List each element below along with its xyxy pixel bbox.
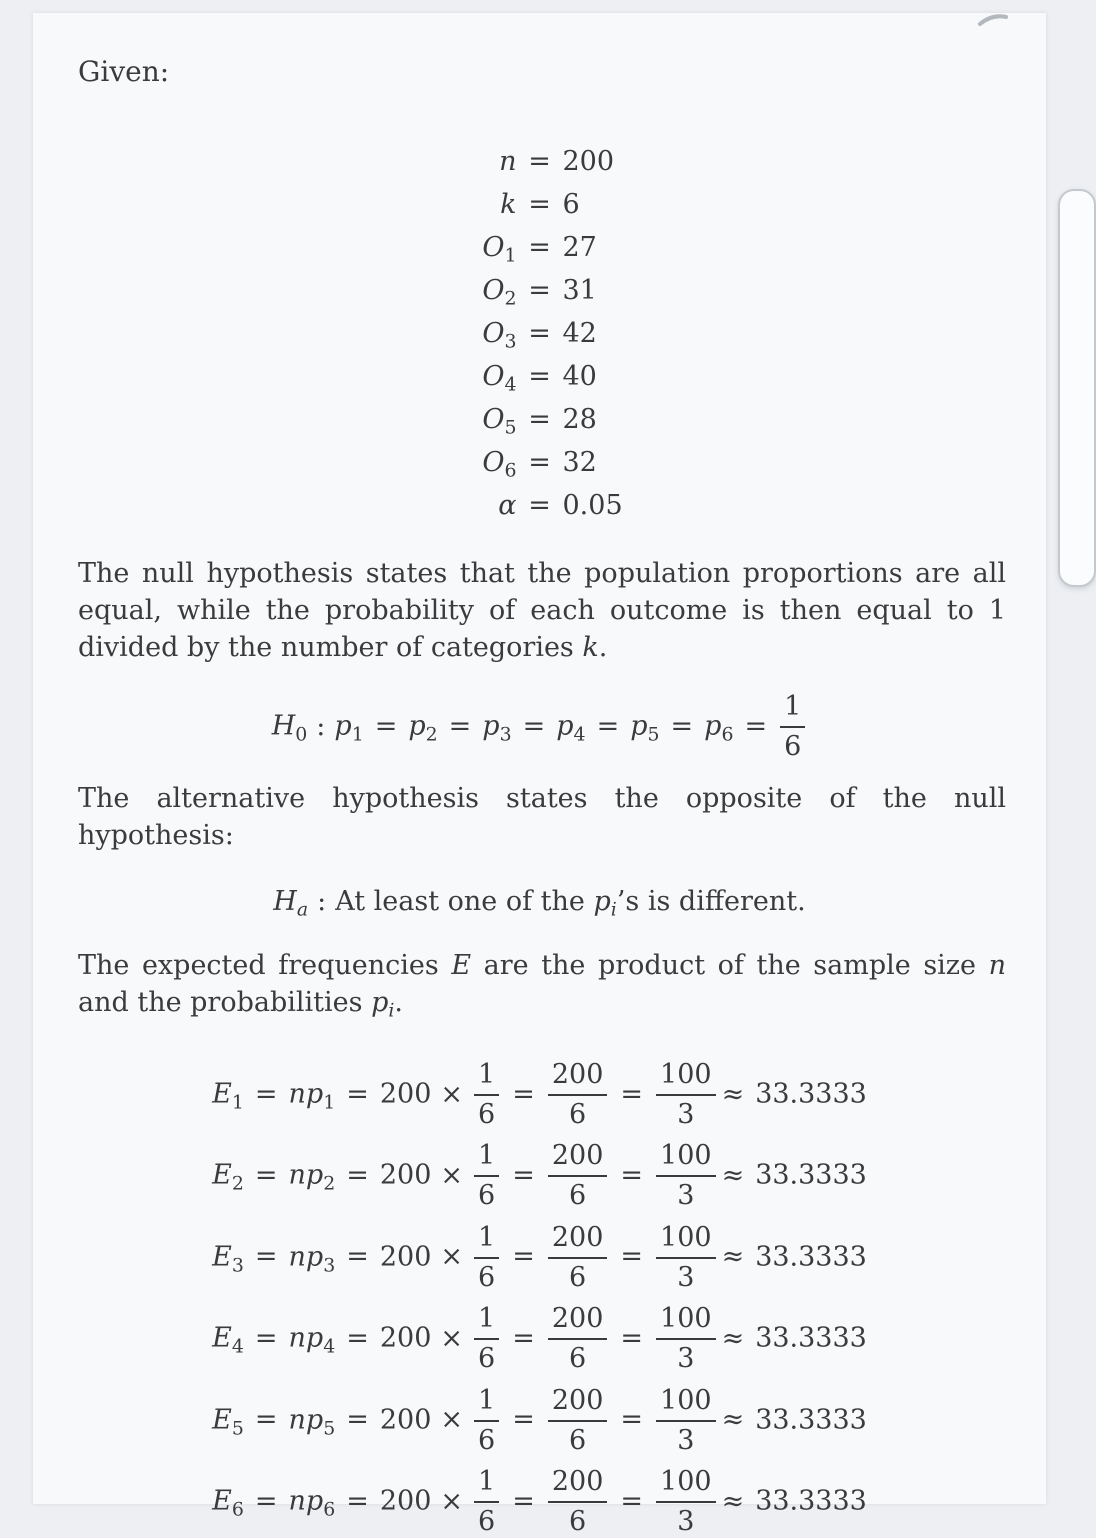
- equation-value: 40: [562, 361, 597, 392]
- E-subscript: 1: [231, 1091, 244, 1114]
- np-term: np: [288, 1078, 324, 1110]
- variable-subscript: 1: [504, 244, 517, 267]
- np-subscript: 1: [323, 1091, 336, 1114]
- fraction-100-over-3: [656, 1467, 716, 1537]
- equals-sign: =: [346, 1485, 369, 1517]
- approx-sign: ≈: [721, 1159, 745, 1191]
- expected-frequency-row: [33, 1060, 1046, 1130]
- expected-frequency-equations: [33, 1060, 1046, 1538]
- equals-sign: =: [522, 710, 546, 742]
- equals-sign: =: [620, 1241, 644, 1273]
- inline-math-p-sub: i: [388, 999, 395, 1022]
- equals-sign: =: [670, 710, 694, 742]
- equals-sign: =: [528, 404, 551, 435]
- np-term: np: [288, 1159, 324, 1191]
- equation-value: 200: [562, 146, 615, 177]
- equals-sign: =: [346, 1159, 369, 1191]
- sample-size-value: 200: [379, 1159, 432, 1191]
- p-variable: p: [408, 710, 426, 742]
- equals-sign: =: [512, 1078, 535, 1110]
- equals-sign: =: [254, 1485, 278, 1517]
- fraction-one-sixth: [474, 1141, 499, 1211]
- np-term: np: [288, 1322, 324, 1354]
- fraction-denominator: 6: [478, 1261, 496, 1293]
- approx-sign: ≈: [721, 1241, 745, 1273]
- fraction-numerator: 1: [478, 1303, 496, 1335]
- variable-subscript: 3: [504, 330, 517, 353]
- fraction-numerator: 200: [551, 1303, 604, 1335]
- equals-sign: =: [528, 447, 551, 478]
- E-subscript: 4: [231, 1335, 244, 1358]
- given-equation-row: [33, 232, 1046, 275]
- fraction-numerator: 200: [551, 1221, 604, 1253]
- fraction-numerator: 100: [660, 1303, 712, 1335]
- fraction-numerator: 100: [660, 1384, 712, 1416]
- math-variable: α: [498, 490, 517, 521]
- equation-lhs: [387, 447, 517, 482]
- inline-math-p: p: [371, 987, 389, 1019]
- result-value: 33.3333: [755, 1159, 867, 1191]
- fraction-denominator: 3: [677, 1343, 695, 1375]
- multiplication-sign: ×: [440, 1159, 464, 1191]
- np-subscript: 3: [323, 1254, 336, 1277]
- np-subscript: 2: [323, 1172, 336, 1195]
- math-variable: k: [500, 189, 517, 220]
- p-subscript: 6: [721, 723, 734, 746]
- expected-frequency-row: [33, 1304, 1046, 1374]
- equation-value: 0.05: [562, 490, 623, 521]
- fraction-200-over-6: [548, 1467, 608, 1537]
- math-variable: O: [482, 404, 505, 435]
- equation-lhs: [387, 361, 517, 396]
- fraction-numerator: 200: [551, 1058, 604, 1090]
- equals-sign: =: [254, 1159, 278, 1191]
- expected-frequency-row: [33, 1141, 1046, 1211]
- equals-sign: =: [346, 1241, 369, 1273]
- equals-sign: =: [346, 1078, 369, 1110]
- paragraph-text: and the probabilities: [78, 987, 372, 1019]
- E-subscript: 5: [231, 1417, 244, 1440]
- equation-lhs: [387, 189, 517, 224]
- approx-sign: ≈: [721, 1322, 745, 1354]
- ha-text: At least one of the: [335, 886, 594, 918]
- equals-sign: =: [512, 1404, 535, 1436]
- equals-sign: =: [512, 1485, 535, 1517]
- equals-sign: =: [620, 1159, 644, 1191]
- equals-sign: =: [528, 189, 551, 220]
- p-subscript: 4: [573, 723, 586, 746]
- equals-sign: =: [620, 1322, 644, 1354]
- given-heading: Given:: [78, 55, 170, 88]
- equation-value: 27: [562, 232, 597, 263]
- result-value: 33.3333: [755, 1078, 867, 1110]
- equation-value: 42: [562, 318, 597, 349]
- given-equation-row: [33, 490, 1046, 533]
- equals-sign: =: [254, 1078, 278, 1110]
- p-variable: p: [482, 710, 500, 742]
- expected-frequency-row: [33, 1467, 1046, 1537]
- fraction-one-sixth: [474, 1386, 499, 1456]
- math-variable: O: [482, 232, 505, 263]
- equals-sign: =: [528, 232, 551, 263]
- equals-sign: =: [374, 710, 398, 742]
- given-equation-row: [33, 318, 1046, 361]
- sample-size-value: 200: [379, 1078, 432, 1110]
- equals-sign: =: [620, 1485, 644, 1517]
- expected-frequencies-paragraph: [78, 947, 1006, 1030]
- expected-frequency-row: [33, 1223, 1046, 1293]
- inline-math-k: k: [582, 632, 599, 663]
- given-equations-block: [33, 146, 1046, 533]
- np-term: np: [288, 1485, 324, 1517]
- h0-symbol: H: [271, 710, 296, 742]
- fraction-numerator: 1: [478, 1384, 496, 1416]
- approx-sign: ≈: [721, 1078, 745, 1110]
- fraction-100-over-3: [656, 1060, 716, 1130]
- fraction-numerator: 200: [551, 1140, 604, 1172]
- fraction-200-over-6: [548, 1060, 608, 1130]
- equals-sign: =: [512, 1241, 535, 1273]
- p-variable: p: [334, 710, 352, 742]
- equation-lhs: [387, 404, 517, 439]
- np-term: np: [288, 1404, 324, 1436]
- sample-size-value: 200: [379, 1241, 432, 1273]
- variable-subscript: 4: [504, 373, 517, 396]
- paragraph-text-end: .: [394, 987, 404, 1019]
- E-variable: E: [212, 1241, 232, 1273]
- alternative-hypothesis-statement: [33, 886, 1046, 921]
- p-subscript: 1: [351, 723, 364, 746]
- sample-size-value: 200: [379, 1404, 432, 1436]
- inline-math-E: E: [451, 950, 472, 982]
- E-variable: E: [212, 1322, 232, 1354]
- equation-value: 31: [562, 275, 597, 306]
- null-hypothesis-equation: [33, 692, 1046, 762]
- equation-lhs: [387, 275, 517, 310]
- fraction-denominator: 6: [784, 731, 802, 763]
- fraction-numerator: 100: [660, 1221, 712, 1253]
- np-subscript: 5: [323, 1417, 336, 1440]
- fraction-numerator: 100: [660, 1466, 712, 1498]
- colon: :: [316, 710, 326, 742]
- ha-symbol: H: [273, 886, 297, 918]
- paragraph-text-end: .: [598, 632, 608, 663]
- equation-value: 6: [562, 189, 580, 220]
- fraction-denominator: 6: [569, 1343, 587, 1375]
- equals-sign: =: [528, 146, 551, 177]
- equation-lhs: [387, 146, 517, 181]
- equals-sign: =: [744, 710, 768, 742]
- partial-curved-arrow-icon: [976, 8, 1010, 28]
- E-variable: E: [212, 1404, 232, 1436]
- math-variable: O: [482, 447, 505, 478]
- equation-value: 28: [562, 404, 597, 435]
- fraction-denominator: 6: [478, 1343, 496, 1375]
- paragraph-text: are the product of the sample size: [471, 950, 989, 982]
- equals-sign: =: [528, 275, 551, 306]
- fraction-numerator: 1: [478, 1140, 496, 1172]
- fraction-numerator: 1: [478, 1466, 496, 1498]
- fraction-denominator: 3: [677, 1506, 695, 1538]
- p-variable: p: [556, 710, 574, 742]
- fraction-100-over-3: [656, 1223, 716, 1293]
- equals-sign: =: [254, 1241, 278, 1273]
- fraction-numerator: 100: [660, 1140, 712, 1172]
- fraction-numerator: 100: [660, 1058, 712, 1090]
- fraction-denominator: 6: [569, 1424, 587, 1456]
- fraction-numerator: 200: [551, 1466, 604, 1498]
- equals-sign: =: [346, 1404, 369, 1436]
- sample-size-value: 200: [379, 1485, 432, 1517]
- paragraph-text: The expected frequencies: [78, 950, 452, 982]
- p-variable: p: [630, 710, 648, 742]
- result-value: 33.3333: [755, 1241, 867, 1273]
- E-subscript: 3: [231, 1254, 244, 1277]
- equals-sign: =: [620, 1404, 644, 1436]
- E-subscript: 2: [231, 1172, 244, 1195]
- alternative-hypothesis-paragraph: [78, 780, 1006, 854]
- E-subscript: 6: [231, 1498, 244, 1521]
- fraction-numerator: 1: [478, 1221, 496, 1253]
- math-variable: O: [482, 275, 505, 306]
- sample-size-value: 200: [379, 1322, 432, 1354]
- fraction-denominator: 6: [569, 1506, 587, 1538]
- fraction-one-sixth: [780, 692, 805, 762]
- p-subscript: 3: [499, 723, 512, 746]
- fraction-200-over-6: [548, 1141, 608, 1211]
- result-value: 33.3333: [755, 1404, 867, 1436]
- h0-subscript: 0: [295, 723, 308, 746]
- equals-sign: =: [620, 1078, 644, 1110]
- fraction-denominator: 6: [569, 1180, 587, 1212]
- fraction-numerator: 200: [551, 1384, 604, 1416]
- given-equation-row: [33, 404, 1046, 447]
- math-variable: n: [499, 146, 517, 177]
- fraction-denominator: 3: [677, 1261, 695, 1293]
- paragraph-text: The null hypothesis states that the population proportions are all equal, while the probability of each outcome is then equal to 1 divided by the number of categories: [78, 558, 1006, 663]
- result-value: 33.3333: [755, 1485, 867, 1517]
- fraction-200-over-6: [548, 1386, 608, 1456]
- multiplication-sign: ×: [440, 1322, 464, 1354]
- equation-lhs: [387, 490, 517, 525]
- E-variable: E: [212, 1159, 232, 1191]
- equals-sign: =: [254, 1404, 278, 1436]
- multiplication-sign: ×: [440, 1404, 464, 1436]
- fraction-100-over-3: [656, 1304, 716, 1374]
- paragraph-text: The alternative hypothesis states the opposite of the null hypothesis:: [78, 783, 1006, 852]
- fraction-numerator: 1: [784, 691, 802, 722]
- fraction-200-over-6: [548, 1304, 608, 1374]
- given-equation-row: [33, 275, 1046, 318]
- p-subscript: 5: [647, 723, 660, 746]
- document-card: [33, 13, 1046, 1538]
- p-variable: p: [593, 886, 611, 918]
- variable-subscript: 2: [504, 287, 517, 310]
- colon: :: [317, 886, 327, 918]
- p-subscript-i: i: [610, 899, 617, 922]
- equals-sign: =: [528, 490, 551, 521]
- scrollbar-thumb[interactable]: [1058, 189, 1096, 587]
- multiplication-sign: ×: [440, 1241, 464, 1273]
- math-variable: O: [482, 361, 505, 392]
- equals-sign: =: [346, 1322, 369, 1354]
- fraction-denominator: 6: [478, 1180, 496, 1212]
- fraction-denominator: 3: [677, 1424, 695, 1456]
- fraction-denominator: 6: [569, 1261, 587, 1293]
- equals-sign: =: [528, 318, 551, 349]
- equals-sign: =: [512, 1322, 535, 1354]
- np-subscript: 6: [323, 1498, 336, 1521]
- given-equation-row: [33, 189, 1046, 232]
- fraction-100-over-3: [656, 1141, 716, 1211]
- variable-subscript: 5: [504, 416, 517, 439]
- given-equation-row: [33, 361, 1046, 404]
- result-value: 33.3333: [755, 1322, 867, 1354]
- fraction-denominator: 6: [478, 1099, 496, 1131]
- p-variable: p: [704, 710, 722, 742]
- fraction-numerator: 1: [478, 1058, 496, 1090]
- equals-sign: =: [448, 710, 472, 742]
- p-subscript: 2: [425, 723, 438, 746]
- ha-subscript: a: [296, 899, 309, 922]
- multiplication-sign: ×: [440, 1078, 464, 1110]
- null-hypothesis-paragraph: [78, 555, 1006, 666]
- equation-value: 32: [562, 447, 597, 478]
- multiplication-sign: ×: [440, 1485, 464, 1517]
- fraction-200-over-6: [548, 1223, 608, 1293]
- equation-lhs: [387, 232, 517, 267]
- given-equation-row: [33, 447, 1046, 490]
- equals-sign: =: [596, 710, 620, 742]
- fraction-one-sixth: [474, 1467, 499, 1537]
- E-variable: E: [212, 1078, 232, 1110]
- np-subscript: 4: [323, 1335, 336, 1358]
- ha-text-end: ’s is different.: [616, 886, 806, 918]
- math-variable: O: [482, 318, 505, 349]
- fraction-denominator: 6: [478, 1424, 496, 1456]
- fraction-denominator: 6: [478, 1506, 496, 1538]
- inline-math-n: n: [988, 950, 1006, 982]
- approx-sign: ≈: [721, 1485, 745, 1517]
- equation-lhs: [387, 318, 517, 353]
- expected-frequency-row: [33, 1386, 1046, 1456]
- given-equation-row: [33, 146, 1046, 189]
- fraction-denominator: 3: [677, 1099, 695, 1131]
- variable-subscript: 6: [504, 459, 517, 482]
- fraction-one-sixth: [474, 1304, 499, 1374]
- fraction-one-sixth: [474, 1060, 499, 1130]
- fraction-denominator: 6: [569, 1099, 587, 1131]
- np-term: np: [288, 1241, 324, 1273]
- E-variable: E: [212, 1485, 232, 1517]
- equals-sign: =: [528, 361, 551, 392]
- equals-sign: =: [512, 1159, 535, 1191]
- equals-sign: =: [254, 1322, 278, 1354]
- approx-sign: ≈: [721, 1404, 745, 1436]
- fraction-one-sixth: [474, 1223, 499, 1293]
- fraction-100-over-3: [656, 1386, 716, 1456]
- fraction-denominator: 3: [677, 1180, 695, 1212]
